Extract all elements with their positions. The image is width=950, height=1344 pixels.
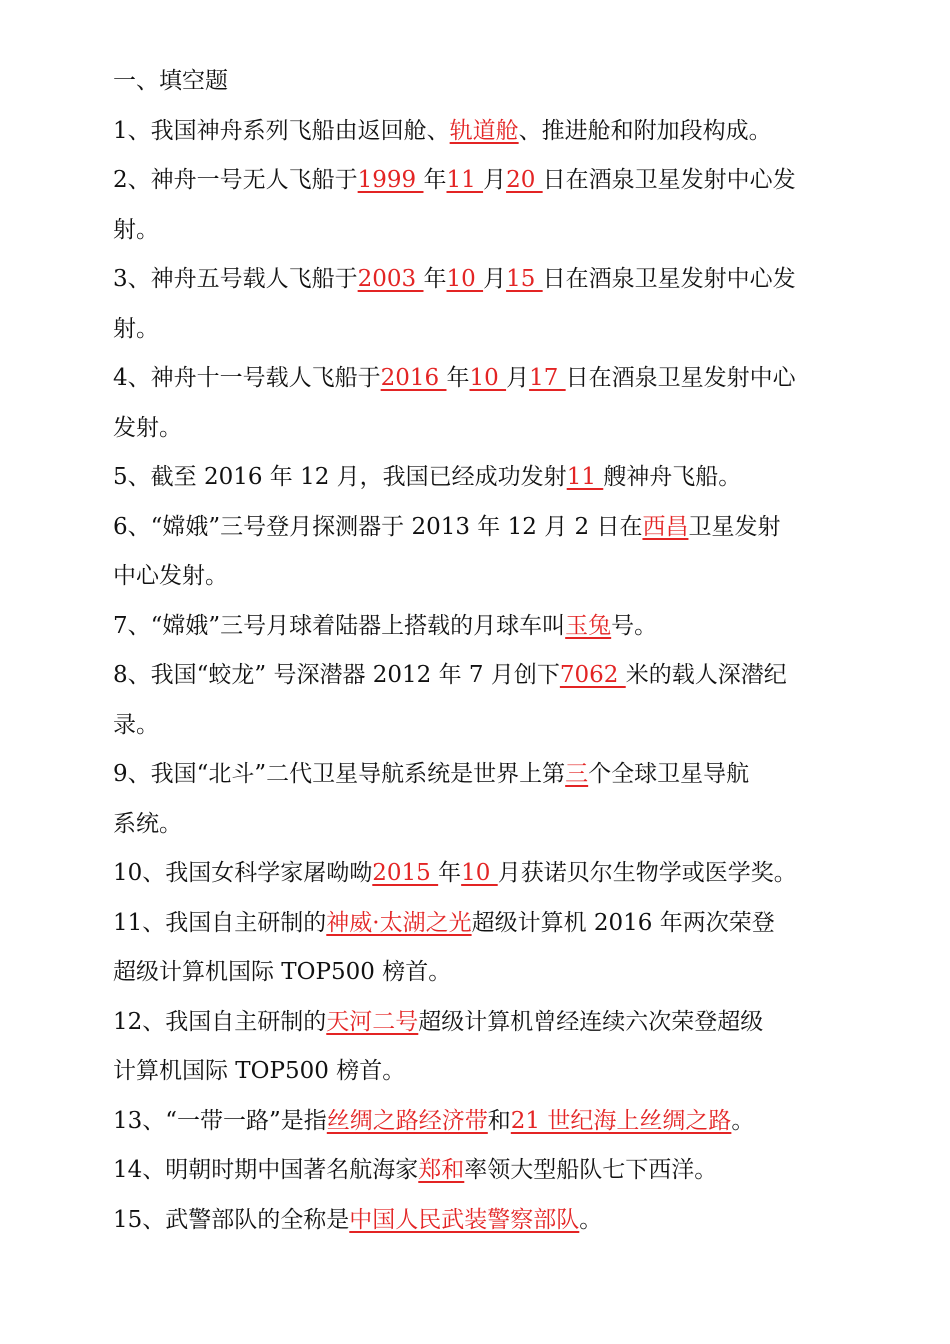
question-text: 发射。	[113, 414, 182, 441]
question-text: 艘神舟飞船。	[603, 464, 742, 490]
question-q9	[113, 750, 843, 849]
question-line	[113, 948, 843, 998]
question-line	[113, 1047, 843, 1097]
answer-text: 10	[446, 266, 484, 292]
question-line	[113, 305, 843, 355]
question-text: 11、我国自主研制的	[113, 909, 327, 936]
question-line	[113, 800, 843, 850]
answer-text: 玉兔	[565, 612, 612, 639]
question-text: 4、神舟十一号载人飞船于	[113, 365, 381, 391]
question-q5	[113, 453, 843, 503]
question-line	[113, 354, 843, 404]
question-text: 率领大型船队七下西洋。	[464, 1157, 718, 1183]
question-text: 年	[438, 860, 462, 886]
question-text: 10、我国女科学家屠呦呦	[113, 860, 373, 886]
question-text: 2、神舟一号无人飞船于	[113, 167, 358, 193]
question-text: 3、神舟五号载人飞船于	[113, 266, 358, 292]
question-line	[113, 651, 843, 701]
question-line	[113, 404, 843, 454]
question-text: 系统。	[113, 810, 182, 837]
question-text: 射。	[113, 216, 159, 243]
question-text: 卫星发射	[688, 513, 781, 540]
answer-text: 三	[565, 761, 589, 787]
question-line	[113, 453, 843, 503]
question-text: 录。	[113, 711, 159, 738]
question-q4	[113, 354, 843, 453]
question-q13	[113, 1097, 843, 1147]
answer-text: 2015	[372, 860, 439, 886]
question-text: 15、武警部队的全称是	[113, 1206, 350, 1233]
answer-text: 10	[461, 860, 498, 886]
question-line	[113, 849, 843, 899]
question-line	[113, 998, 843, 1048]
answer-text: 10	[469, 365, 507, 391]
question-text: 计算机国际 TOP500 榜首。	[113, 1058, 406, 1084]
question-line	[113, 107, 843, 157]
question-text: 月获诺贝尔生物学或医学奖。	[497, 860, 797, 886]
question-q6	[113, 503, 843, 602]
question-q8	[113, 651, 843, 750]
question-line	[113, 1146, 843, 1196]
question-text: 年	[423, 266, 447, 292]
question-q14	[113, 1146, 843, 1196]
question-q7	[113, 602, 843, 652]
answer-text: 15	[506, 266, 543, 292]
answer-text: 郑和	[418, 1157, 465, 1183]
question-text: 米的载人深潜纪	[625, 662, 787, 688]
answer-text: 2016	[380, 365, 447, 391]
question-text: 月	[483, 167, 507, 193]
question-text: 超级计算机国际 TOP500 榜首。	[113, 959, 452, 985]
answer-text: 11	[566, 464, 604, 490]
question-text: 个全球卫星导航	[588, 761, 750, 787]
answer-text: 2003	[357, 266, 424, 292]
question-text: 超级计算机 2016 年两次荣登	[471, 909, 775, 936]
question-line	[113, 602, 843, 652]
answer-text: 21 世纪海上丝绸之路	[510, 1107, 732, 1134]
answer-text: 神威·太湖之光	[326, 909, 472, 936]
question-line	[113, 255, 843, 305]
section-title: 一、填空题	[113, 68, 228, 94]
question-q10	[113, 849, 843, 899]
question-text: 7、“嫦娥”三号月球着陆器上搭载的月球车叫	[113, 612, 566, 639]
answer-text: 1999	[357, 167, 424, 193]
question-q15	[113, 1196, 843, 1246]
question-line	[113, 156, 843, 206]
question-line	[113, 1097, 843, 1147]
question-text: 8、我国“蛟龙” 号深潜器 2012 年 7 月创下	[113, 662, 560, 688]
question-text: 中心发射。	[113, 563, 228, 589]
question-text: 年	[423, 167, 447, 193]
answer-text: 20	[506, 167, 543, 193]
question-text: 5、截至 2016 年 12 月，我国已经成功发射	[113, 464, 567, 490]
question-q1	[113, 107, 843, 157]
question-line	[113, 206, 843, 256]
question-line	[113, 701, 843, 751]
question-q2	[113, 156, 843, 255]
question-text: 9、我国“北斗”二代卫星导航系统是世界上第	[113, 761, 566, 787]
question-line	[113, 750, 843, 800]
question-q11	[113, 899, 843, 998]
question-text: 日在酒泉卫星发射中心	[565, 365, 796, 391]
question-text: 。	[731, 1107, 755, 1134]
answer-text: 天河二号	[326, 1008, 419, 1035]
question-line	[113, 503, 843, 553]
answer-text: 中国人民武装警察部队	[349, 1206, 580, 1233]
question-line	[113, 899, 843, 949]
question-text: 射。	[113, 315, 159, 342]
document-page	[113, 57, 843, 1245]
question-text: 月	[483, 266, 507, 292]
answer-text: 西昌	[642, 513, 689, 540]
question-text: 1、我国神舟系列飞船由返回舱、	[113, 117, 450, 144]
question-list	[113, 107, 843, 1246]
question-text: 月	[506, 365, 530, 391]
question-text: 超级计算机曾经连续六次荣登超级	[418, 1008, 764, 1035]
answer-text: 17	[529, 365, 566, 391]
answer-text: 轨道舱	[449, 117, 519, 144]
answer-text: 11	[446, 167, 484, 193]
question-text: 6、“嫦娥”三号登月探测器于 2013 年 12 月 2 日在	[113, 513, 643, 540]
question-line	[113, 1196, 843, 1246]
question-q12	[113, 998, 843, 1097]
question-text: 、推进舱和附加段构成。	[518, 117, 772, 144]
answer-text: 7062	[559, 662, 626, 688]
question-q3	[113, 255, 843, 354]
question-line	[113, 552, 843, 602]
question-text: 年	[446, 365, 470, 391]
question-text: 。	[579, 1206, 603, 1233]
question-text: 日在酒泉卫星发射中心发	[542, 266, 796, 292]
question-text: 13、“一带一路”是指	[113, 1107, 327, 1134]
question-text: 12、我国自主研制的	[113, 1008, 327, 1035]
answer-text: 丝绸之路经济带	[326, 1107, 488, 1134]
question-text: 号。	[611, 612, 658, 639]
question-text: 14、明朝时期中国著名航海家	[113, 1157, 419, 1183]
question-text: 和	[487, 1107, 511, 1134]
question-text: 日在酒泉卫星发射中心发	[542, 167, 796, 193]
